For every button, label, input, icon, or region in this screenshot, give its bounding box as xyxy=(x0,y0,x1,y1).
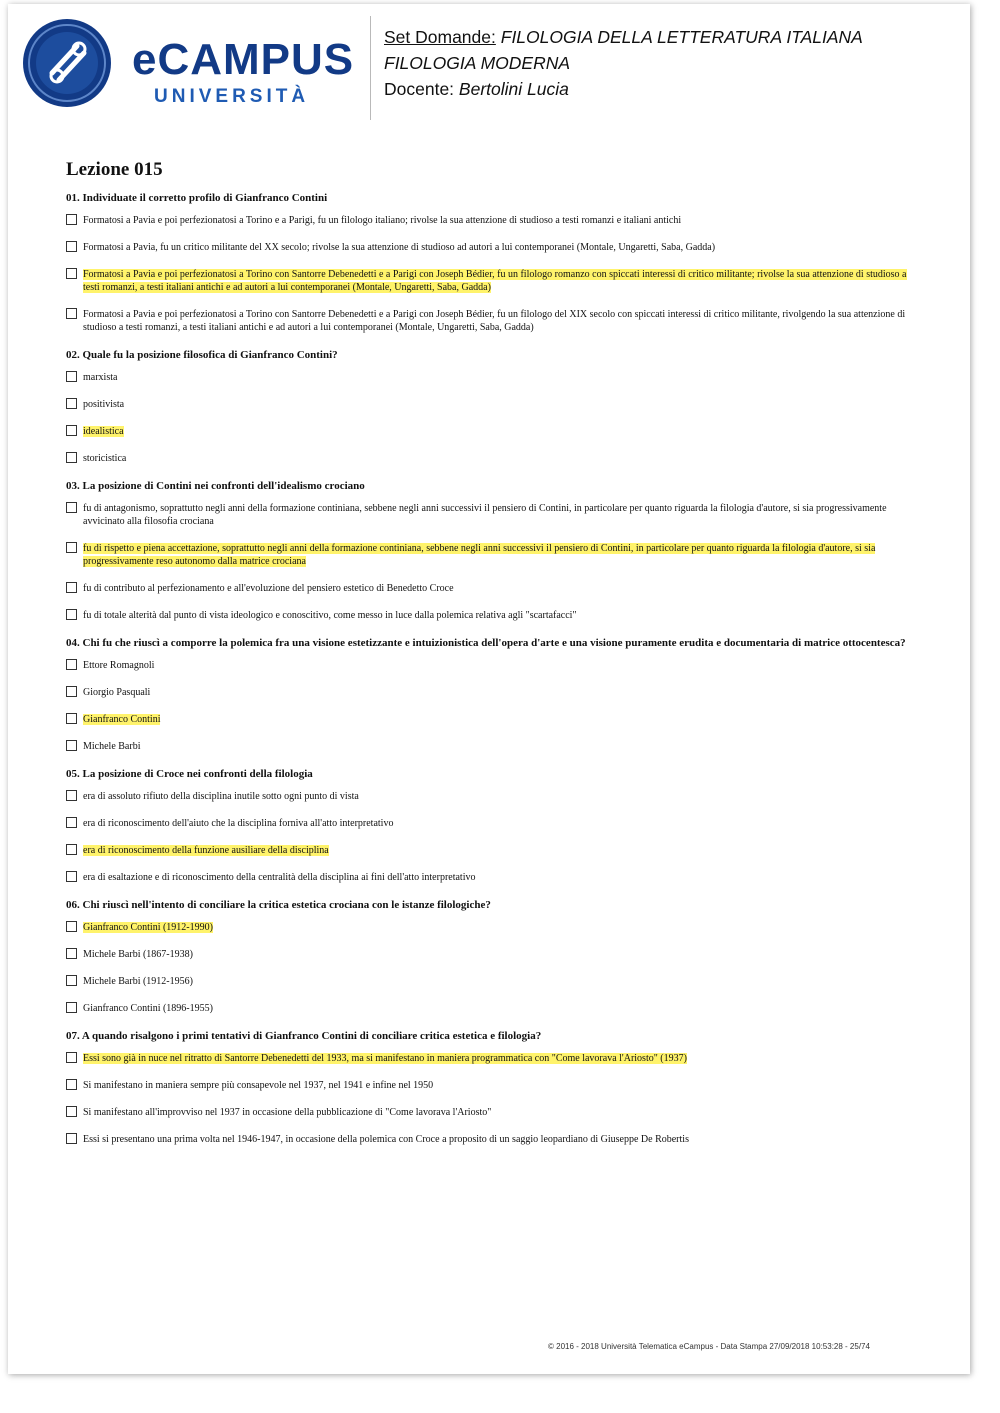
answer-option[interactable] xyxy=(66,921,916,934)
question-title: 05. La posizione di Croce nei confronti della filologia xyxy=(66,768,313,780)
answer-option[interactable] xyxy=(66,1079,916,1092)
lesson-title: Lezione 015 xyxy=(66,159,163,180)
checkbox-icon[interactable] xyxy=(66,268,77,279)
document-page xyxy=(8,4,970,1374)
checkbox-icon[interactable] xyxy=(66,241,77,252)
checkbox-icon[interactable] xyxy=(66,1079,77,1090)
checkbox-icon[interactable] xyxy=(66,1002,77,1013)
ecampus-logo xyxy=(22,18,362,108)
correct-answer-text: era di riconoscimento della funzione ausiliare della disciplina xyxy=(83,845,329,856)
question-block xyxy=(66,898,916,1015)
answer-option[interactable] xyxy=(66,1052,916,1065)
checkbox-icon[interactable] xyxy=(66,502,77,513)
answer-text: era di assoluto rifiuto della disciplina inutile sotto ogni punto di vista xyxy=(83,791,359,802)
answer-option[interactable] xyxy=(66,1002,916,1015)
checkbox-icon[interactable] xyxy=(66,686,77,697)
course-line xyxy=(384,24,863,50)
question-block xyxy=(66,479,916,622)
answer-option[interactable] xyxy=(66,659,916,672)
document-header xyxy=(384,24,863,102)
answer-text: Formatosi a Pavia, fu un critico militante del XX secolo; rivolse la sua attenzione di studioso ad autori a lui contemporanei (Montale, Ungaretti, Saba, Gadda) xyxy=(83,242,716,253)
question-title: 02. Quale fu la posizione filosofica di Gianfranco Contini? xyxy=(66,349,338,361)
answer-text: Gianfranco Contini (1896-1955) xyxy=(83,1003,213,1014)
page-footer: © 2016 - 2018 Università Telematica eCampus - Data Stampa 27/09/2018 10:53:28 - 25/74 xyxy=(548,1342,870,1351)
question-title: 07. A quando risalgono i primi tentativi di Gianfranco Contini di conciliare critica estetica e filologia? xyxy=(66,1030,542,1042)
answer-option[interactable] xyxy=(66,609,916,622)
answer-text: Michele Barbi (1867-1938) xyxy=(83,949,193,960)
answer-text: fu di contributo al perfezionamento e all'evoluzione del pensiero estetico di Benedetto Croce xyxy=(83,583,454,594)
checkbox-icon[interactable] xyxy=(66,1106,77,1117)
checkbox-icon[interactable] xyxy=(66,740,77,751)
answer-option[interactable] xyxy=(66,713,916,726)
questions-container xyxy=(66,191,916,1146)
answer-option[interactable] xyxy=(66,686,916,699)
correct-answer-text: idealistica xyxy=(83,426,124,437)
answer-text: Ettore Romagnoli xyxy=(83,660,155,671)
answer-text: era di riconoscimento dell'aiuto che la disciplina forniva all'atto interpretativo xyxy=(83,818,394,829)
answer-option[interactable] xyxy=(66,1106,916,1119)
answer-option[interactable] xyxy=(66,241,916,254)
answer-text: Formatosi a Pavia e poi perfezionatosi a Torino con Santorre Debenedetti e a Parigi con Joseph Bédier, fu un filologo del XIX secolo con spiccati interessi di critico militante, rivolgendo la sua attenzione di studioso a testi romanzi, a testi italiani antichi e ad autori a lui contemporanei (Montale, Ungaretti, Saba, Gadda) xyxy=(83,309,906,333)
checkbox-icon[interactable] xyxy=(66,921,77,932)
checkbox-icon[interactable] xyxy=(66,582,77,593)
answer-text: fu di antagonismo, soprattutto negli anni della formazione continiana, sebbene negli anni successivi il pensiero di Contini, in particolare per quanto riguarda la filologia d'autore, si sia progressivamente avvicinato alla filosofia crociana xyxy=(83,503,887,527)
university-seal-icon xyxy=(22,18,112,108)
teacher-line xyxy=(384,76,863,102)
brand-name: eCAMPUS xyxy=(132,35,355,84)
answer-option[interactable] xyxy=(66,214,916,227)
answer-text: Essi si presentano una prima volta nel 1946-1947, in occasione della polemica con Croce a proposito di un saggio leopardiano di Giuseppe De Robertis xyxy=(83,1134,689,1145)
answer-option[interactable] xyxy=(66,398,916,411)
checkbox-icon[interactable] xyxy=(66,1052,77,1063)
question-block xyxy=(66,348,916,465)
question-block xyxy=(66,636,916,753)
correct-answer-text: fu di rispetto e piena accettazione, soprattutto negli anni della formazione continiana, sebbene negli anni successivi il pensiero di Contini, in particolare per quanto riguarda la filologia d'autore, si sia progressivamente reso autonomo dalla matrice crociana xyxy=(83,543,876,567)
answer-option[interactable] xyxy=(66,790,916,803)
answer-option[interactable] xyxy=(66,844,916,857)
checkbox-icon[interactable] xyxy=(66,214,77,225)
answer-text: Si manifestano all'improvviso nel 1937 in occasione della pubblicazione di "Come lavorava l'Ariosto" xyxy=(83,1107,492,1118)
teacher-label: Docente: xyxy=(384,79,455,99)
header-divider xyxy=(370,16,371,120)
checkbox-icon[interactable] xyxy=(66,425,77,436)
answer-option[interactable] xyxy=(66,308,916,334)
question-title: 06. Chi riuscì nell'intento di conciliare la critica estetica crociana con le istanze filologiche? xyxy=(66,899,491,911)
question-block xyxy=(66,191,916,334)
checkbox-icon[interactable] xyxy=(66,817,77,828)
answer-text: Formatosi a Pavia e poi perfezionatosi a Torino e a Parigi, fu un filologo italiano; rivolse la sua attenzione di studioso a testi romanzi e italiani antichi xyxy=(83,215,682,226)
checkbox-icon[interactable] xyxy=(66,308,77,319)
answer-option[interactable] xyxy=(66,425,916,438)
checkbox-icon[interactable] xyxy=(66,659,77,670)
checkbox-icon[interactable] xyxy=(66,398,77,409)
correct-answer-text: Essi sono già in nuce nel ritratto di Santorre Debenedetti del 1933, ma si manifestano in maniera programmatica con "Come lavorava l'Ariosto" (1937) xyxy=(83,1053,687,1064)
course-line-2 xyxy=(384,50,863,76)
checkbox-icon[interactable] xyxy=(66,975,77,986)
checkbox-icon[interactable] xyxy=(66,948,77,959)
answer-option[interactable] xyxy=(66,975,916,988)
answer-option[interactable] xyxy=(66,268,916,294)
checkbox-icon[interactable] xyxy=(66,871,77,882)
question-list xyxy=(66,159,916,1160)
answer-option[interactable] xyxy=(66,871,916,884)
checkbox-icon[interactable] xyxy=(66,452,77,463)
answer-text: era di esaltazione e di riconoscimento della centralità della disciplina ai fini dell'atto interpretativo xyxy=(83,872,476,883)
answer-option[interactable] xyxy=(66,582,916,595)
set-label: Set Domande: xyxy=(384,27,496,47)
answer-option[interactable] xyxy=(66,740,916,753)
checkbox-icon[interactable] xyxy=(66,542,77,553)
correct-answer-text: Gianfranco Contini xyxy=(83,714,161,725)
checkbox-icon[interactable] xyxy=(66,1133,77,1144)
answer-option[interactable] xyxy=(66,502,916,528)
checkbox-icon[interactable] xyxy=(66,844,77,855)
correct-answer-text: Formatosi a Pavia e poi perfezionatosi a Torino con Santorre Debenedetti e a Parigi con Joseph Bédier, fu un filologo romanzo con spiccati interessi di critico militante; rivolse la sua attenzione di studioso a testi romanzi, a testi italiani antichi e ad autori a lui contemporanei (Montale, Ungaretti, Saba, Gadda) xyxy=(83,269,907,293)
answer-text: storicistica xyxy=(83,453,127,464)
answer-option[interactable] xyxy=(66,817,916,830)
question-title: 03. La posizione di Contini nei confronti dell'idealismo crociano xyxy=(66,480,365,492)
answer-option[interactable] xyxy=(66,542,916,568)
answer-text: fu di totale alterità dal punto di vista ideologico e conoscitivo, come messo in luce dalla polemica relativa agli "scartafacci" xyxy=(83,610,577,621)
course-name-2: FILOLOGIA MODERNA xyxy=(384,53,571,73)
answer-text: Michele Barbi (1912-1956) xyxy=(83,976,193,987)
teacher-name: Bertolini Lucia xyxy=(458,79,569,99)
checkbox-icon[interactable] xyxy=(66,609,77,620)
answer-text: Si manifestano in maniera sempre più consapevole nel 1937, nel 1941 e infine nel 1950 xyxy=(83,1080,434,1091)
checkbox-icon[interactable] xyxy=(66,713,77,724)
answer-option[interactable] xyxy=(66,948,916,961)
brand-subtitle: UNIVERSITÀ xyxy=(154,86,310,107)
answer-text: positivista xyxy=(83,399,125,410)
answer-text: Giorgio Pasquali xyxy=(83,687,151,698)
answer-option[interactable] xyxy=(66,1133,916,1146)
question-block xyxy=(66,1029,916,1146)
correct-answer-text: Gianfranco Contini (1912-1990) xyxy=(83,922,213,933)
checkbox-icon[interactable] xyxy=(66,371,77,382)
course-name: FILOLOGIA DELLA LETTERATURA ITALIANA xyxy=(500,27,863,47)
question-block xyxy=(66,767,916,884)
checkbox-icon[interactable] xyxy=(66,790,77,801)
question-title: 04. Chi fu che riuscì a comporre la polemica fra una visione estetizzante e intuizionistica dell'opera d'arte e una visione puramente erudita e documentaria di matrice ottocentesca? xyxy=(66,637,906,649)
question-title: 01. Individuate il corretto profilo di Gianfranco Contini xyxy=(66,192,328,204)
answer-option[interactable] xyxy=(66,371,916,384)
answer-text: Michele Barbi xyxy=(83,741,141,752)
answer-option[interactable] xyxy=(66,452,916,465)
answer-text: marxista xyxy=(83,372,118,383)
